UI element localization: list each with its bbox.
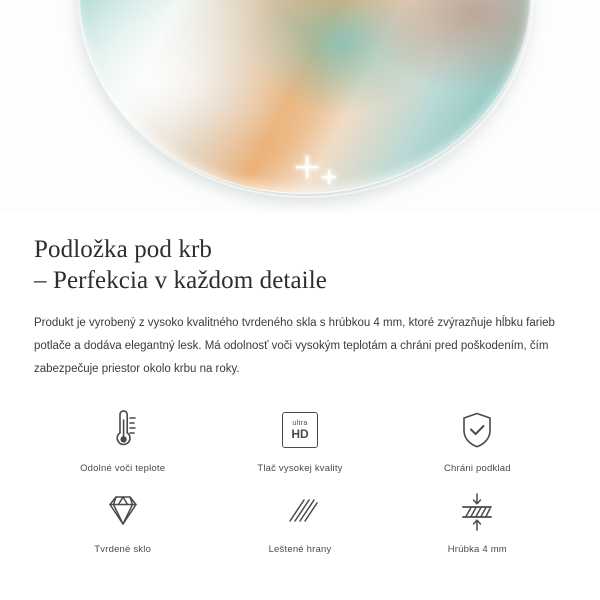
feature-item-temperature (34, 407, 211, 474)
content-area (0, 234, 600, 555)
page-title-line-2: – Perfekcia v každom detaile (34, 267, 327, 294)
feature-label: Leštené hrany (268, 544, 332, 555)
thickness-icon (455, 488, 499, 534)
description-paragraph: Produkt je vyrobený z vysoko kvalitného tvrdeného skla s hrúbkou 4 mm, ktoré zvýrazňuje hĺbku farieb potlače a dodáva elegantný lesk. Má odolnosť voči vysokým teplotám a chráni pred poškodením, čím zabezpečuje priestor okolo krbu na roky. (34, 317, 555, 375)
shield-check-icon (457, 407, 497, 453)
ultra-hd-badge-top: ultra (292, 420, 308, 427)
page-title-line-1: Podložka pod krb (34, 236, 212, 263)
diamond-icon (101, 488, 145, 534)
ultra-hd-badge-bottom: HD (291, 427, 309, 441)
feature-label: Tlač vysokej kvality (257, 463, 343, 474)
feature-label: Odolné voči teplote (80, 463, 166, 474)
thermometer-icon (103, 407, 143, 453)
page-title (34, 234, 566, 296)
glass-plate-edge (78, 0, 530, 194)
feature-item-print-quality (211, 407, 388, 474)
feature-item-thickness (389, 488, 566, 555)
feature-label: Chráni podklad (443, 463, 511, 474)
feature-label: Tvrdené sklo (94, 544, 152, 555)
polished-edges-icon (279, 488, 321, 534)
feature-item-surface-protection (389, 407, 566, 474)
feature-item-polished-edges (211, 488, 388, 555)
glass-plate-image (78, 0, 530, 194)
feature-grid (34, 407, 566, 555)
feature-item-tempered-glass (34, 488, 211, 555)
hero-image (0, 0, 600, 212)
ultra-hd-icon (282, 407, 318, 453)
feature-label: Hrúbka 4 mm (447, 544, 507, 555)
